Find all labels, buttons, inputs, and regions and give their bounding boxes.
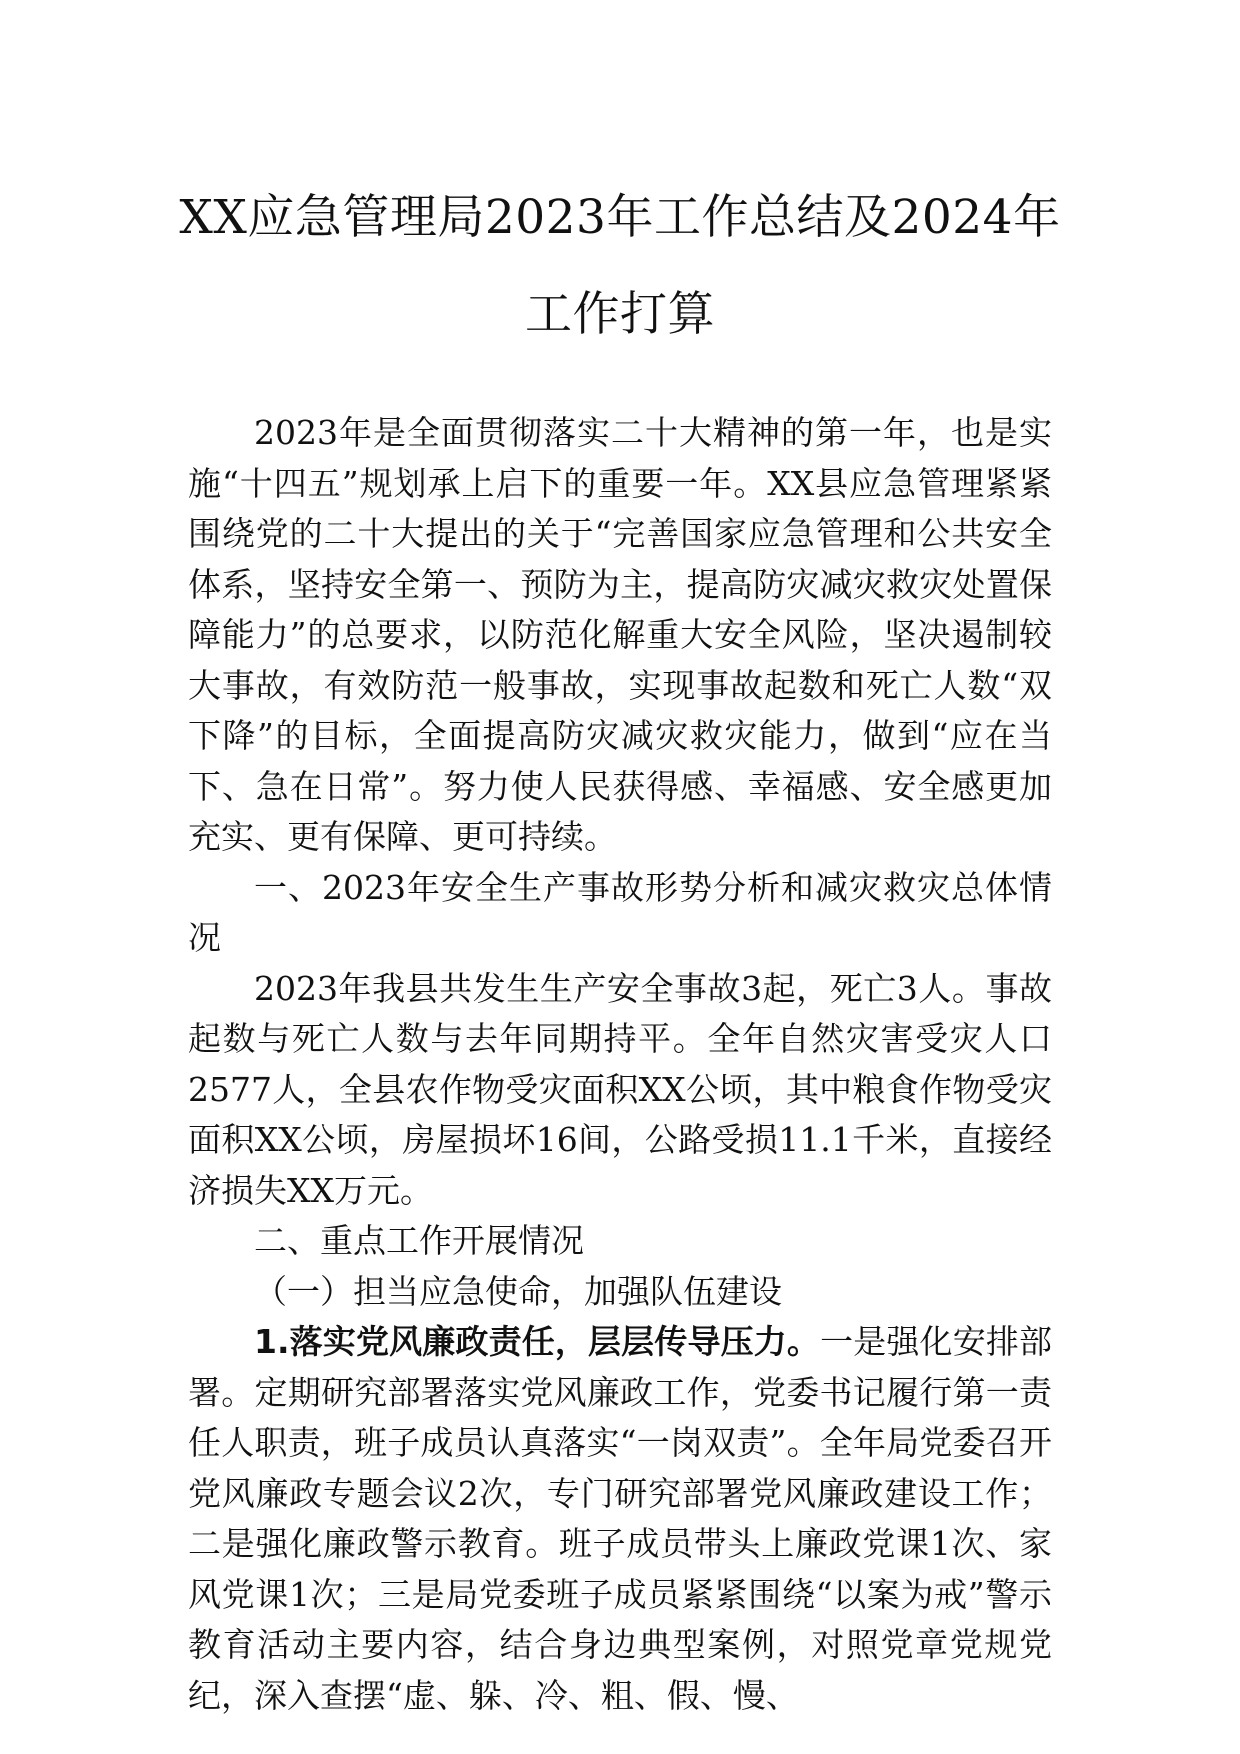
document-body	[188, 408, 1052, 1721]
item-1-lead: 1.落实党风廉政责任，层层传导压力。	[254, 1322, 821, 1361]
intro-paragraph: 2023年是全面贯彻落实二十大精神的第一年，也是实施“十四五”规划承上启下的重要一年。XX县应急管理紧紧围绕党的二十大提出的关于“完善国家应急管理和公共安全体系，坚持安全第一、预防为主，提高防灾减灾救灾处置保障能力”的总要求，以防范化解重大安全风险，坚决遏制较大事故，有效防范一般事故，实现事故起数和死亡人数“双下降”的目标，全面提高防灾减灾救灾能力，做到“应在当下、急在日常”。努力使人民获得感、幸福感、安全感更加充实、更有保障、更可持续。	[188, 413, 1052, 856]
document-title-line-1: XX应急管理局2023年工作总结及2024年	[179, 190, 1061, 245]
section-heading-1: 一、2023年安全生产事故形势分析和减灾救灾总体情况	[188, 867, 1052, 957]
item-1-text: 一是强化安排部署。定期研究部署落实党风廉政工作，党委书记履行第一责任人职责，班子成员认真落实“一岗双责”。全年局党委召开党风廉政专题会议2次，专门研究部署党风廉政建设工作；二是强化廉政警示教育。班子成员带头上廉政党课1次、家风党课1次；三是局党委班子成员紧紧围绕“以案为戒”警示教育活动主要内容，结合身边典型案例，对照党章党规党纪，深入查摆“虚、躲、冷、粗、假、慢、	[188, 1322, 1053, 1715]
document-title-line-2: 工作打算	[525, 287, 715, 342]
accident-summary-paragraph: 2023年我县共发生生产安全事故3起，死亡3人。事故起数与死亡人数与去年同期持平。全年自然灾害受灾人口2577人，全县农作物受灾面积XX公顷，其中粮食作物受灾面积XX公顷，房屋损坏16间，公路受损11.1千米，直接经济损失XX万元。	[188, 968, 1052, 1210]
subsection-heading-1: （一）担当应急使命，加强队伍建设	[254, 1271, 782, 1311]
section-heading-2: 二、重点工作开展情况	[254, 1221, 584, 1260]
item-1-paragraph	[188, 1317, 1052, 1721]
